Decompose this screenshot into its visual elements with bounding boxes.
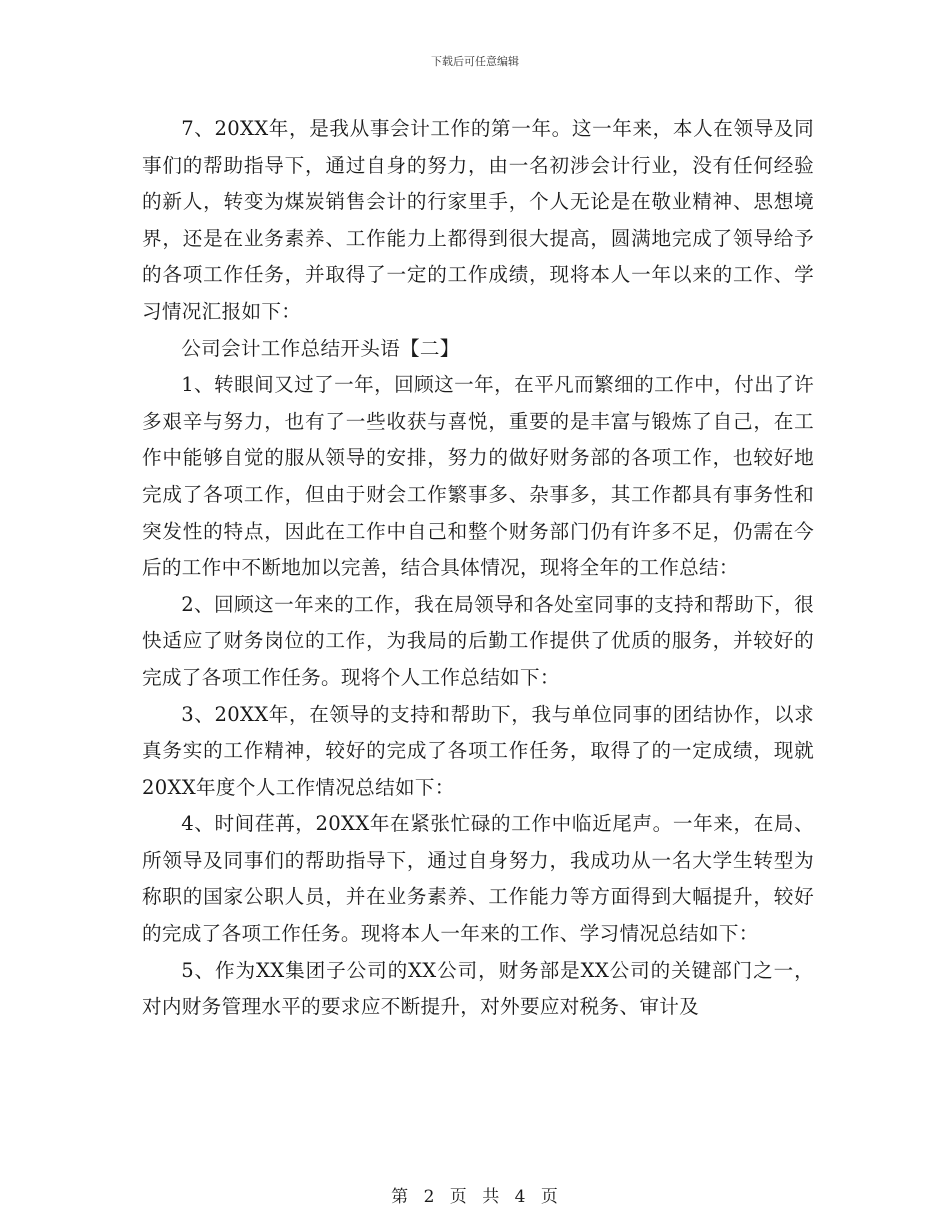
page-footer — [0, 1182, 950, 1207]
footer-prefix: 第 — [391, 1187, 410, 1207]
paragraph-4: 4、时间荏苒，20XX年在紧张忙碌的工作中临近尾声。一年来，在局、所领导及同事们的帮助指导下，通过自身努力，我成功从一名大学生转型为称职的国家公职人员，并在业务素养、工作能力等方面得到大幅提升，较好的完成了各项工作任务。现将本人一年来的工作、学习情况总结如下： — [142, 812, 814, 946]
footer-suffix: 页 — [540, 1187, 559, 1207]
section-heading: 公司会计工作总结开头语【二】 — [181, 336, 460, 360]
paragraph-7: 7、20XX年，是我从事会计工作的第一年。这一年来，本人在领导及同事们的帮助指导下，通过自身的努力，由一名初涉会计行业，没有任何经验的新人，转变为煤炭销售会计的行家里手，个人无论是在敬业精神、思想境界，还是在业务素养、工作能力上都得到很大提高，圆满地完成了领导给予的各项工作任务，并取得了一定的工作成绩，现将本人一年以来的工作、学习情况汇报如下： — [142, 117, 814, 323]
paragraph-3: 3、20XX年，在领导的支持和帮助下，我与单位同事的团结协作，以求真务实的工作精神，较好的完成了各项工作任务，取得了的一定成绩，现就20XX年度个人工作情况总结如下： — [142, 702, 814, 799]
current-page-number: 2 — [423, 1187, 436, 1207]
paragraph-5: 5、作为XX集团子公司的XX公司，财务部是XX公司的关键部门之一，对内财务管理水平的要求应不断提升，对外要应对税务、审计及 — [142, 958, 814, 1019]
paragraph-1: 1、转眼间又过了一年，回顾这一年，在平凡而繁细的工作中，付出了许多艰辛与努力，也有了一些收获与喜悦，重要的是丰富与锻炼了自己，在工作中能够自觉的服从领导的安排，努力的做好财务部的各项工作，也较好地完成了各项工作，但由于财会工作繁事多、杂事多，其工作都具有事务性和突发性的特点，因此在工作中自己和整个财务部门仍有许多不足，仍需在今后的工作中不断地加以完善，结合具体情况，现将全年的工作总结： — [142, 373, 814, 580]
footer-total-label: 共 — [482, 1187, 501, 1207]
document-body — [142, 111, 814, 1026]
page-header: 下载后可任意编辑 — [431, 55, 519, 68]
footer-page-word: 页 — [449, 1187, 468, 1207]
paragraph-2: 2、回顾这一年来的工作，我在局领导和各处室同事的支持和帮助下，很快适应了财务岗位的工作，为我局的后勤工作提供了优质的服务，并较好的完成了各项工作任务。现将个人工作总结如下： — [142, 592, 814, 689]
total-pages-number: 4 — [514, 1187, 527, 1207]
